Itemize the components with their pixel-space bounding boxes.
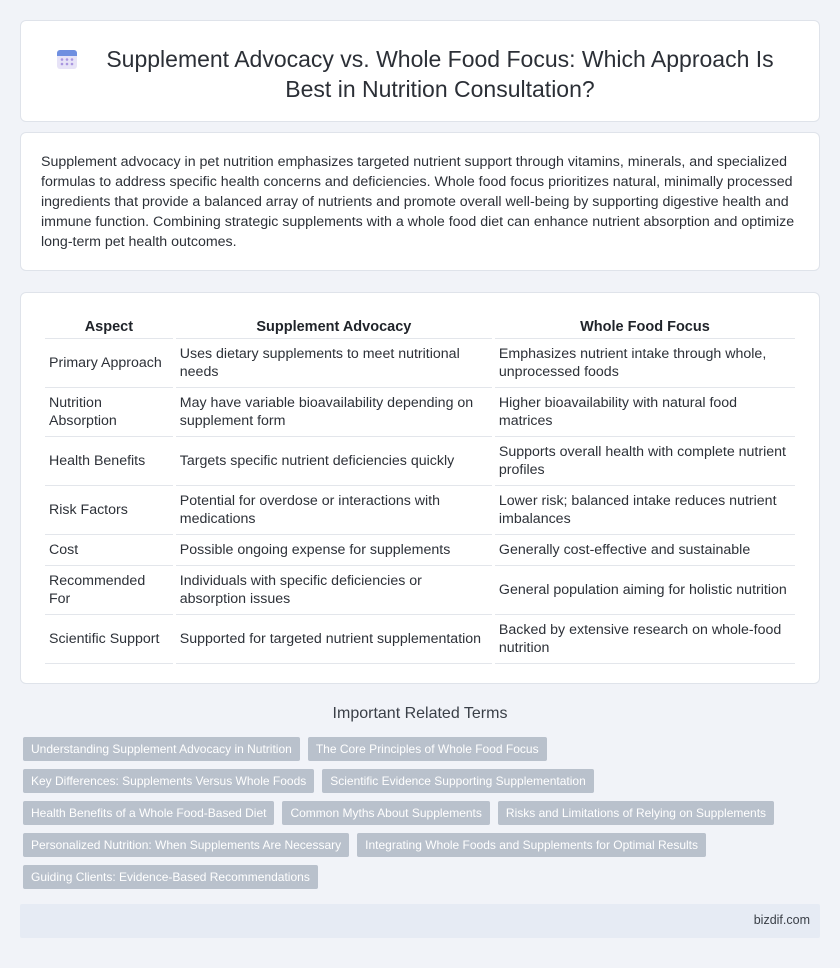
page-title: Supplement Advocacy vs. Whole Food Focus: Which Approach Is Best in Nutrition Consultation? <box>106 46 774 102</box>
footer <box>20 904 820 938</box>
table-cell: Targets specific nutrient deficiencies quickly <box>176 437 492 486</box>
comparison-table <box>42 315 798 664</box>
table-row <box>45 615 795 664</box>
table-cell: General population aiming for holistic nutrition <box>495 566 795 615</box>
table-row <box>45 535 795 566</box>
related-term-tag[interactable]: Understanding Supplement Advocacy in Nutrition <box>23 737 300 761</box>
related-term-tag[interactable]: Common Myths About Supplements <box>282 801 489 825</box>
related-term-tag[interactable]: Scientific Evidence Supporting Supplementation <box>322 769 594 793</box>
related-terms-list <box>23 737 803 897</box>
header-supplement: Supplement Advocacy <box>176 315 492 339</box>
table-cell: Lower risk; balanced intake reduces nutrient imbalances <box>495 486 795 535</box>
table-header-row <box>45 315 795 339</box>
related-term-tag[interactable]: Risks and Limitations of Relying on Supplements <box>498 801 774 825</box>
table-cell: Higher bioavailability with natural food matrices <box>495 388 795 437</box>
table-cell: Backed by extensive research on whole-food nutrition <box>495 615 795 664</box>
table-cell: Health Benefits <box>45 437 173 486</box>
related-term-tag[interactable]: Health Benefits of a Whole Food-Based Diet <box>23 801 274 825</box>
table-cell: Potential for overdose or interactions with medications <box>176 486 492 535</box>
table-cell: Primary Approach <box>45 339 173 388</box>
table-cell: Scientific Support <box>45 615 173 664</box>
summary-card <box>20 132 820 271</box>
related-terms-heading: Important Related Terms <box>332 705 508 722</box>
table-cell: Supported for targeted nutrient supplementation <box>176 615 492 664</box>
related-term-tag[interactable]: The Core Principles of Whole Food Focus <box>308 737 547 761</box>
related-term-tag[interactable]: Key Differences: Supplements Versus Whole Foods <box>23 769 314 793</box>
site-link[interactable]: bizdif.com <box>753 913 810 927</box>
related-term-tag[interactable]: Integrating Whole Foods and Supplements for Optimal Results <box>357 833 706 857</box>
table-cell: Risk Factors <box>45 486 173 535</box>
table-row <box>45 388 795 437</box>
related-term-tag[interactable]: Guiding Clients: Evidence-Based Recommendations <box>23 865 318 889</box>
table-row <box>45 437 795 486</box>
table-cell: May have variable bioavailability depending on supplement form <box>176 388 492 437</box>
table-cell: Supports overall health with complete nutrient profiles <box>495 437 795 486</box>
comparison-card <box>20 292 820 684</box>
title-card <box>20 20 820 122</box>
header-whole-food: Whole Food Focus <box>495 315 795 339</box>
related-term-tag[interactable]: Personalized Nutrition: When Supplements Are Necessary <box>23 833 349 857</box>
table-row <box>45 339 795 388</box>
table-cell: Possible ongoing expense for supplements <box>176 535 492 566</box>
table-cell: Generally cost-effective and sustainable <box>495 535 795 566</box>
header-aspect: Aspect <box>45 315 173 339</box>
table-row <box>45 486 795 535</box>
table-cell: Emphasizes nutrient intake through whole, unprocessed foods <box>495 339 795 388</box>
table-cell: Individuals with specific deficiencies or absorption issues <box>176 566 492 615</box>
table-cell: Recommended For <box>45 566 173 615</box>
summary-text: Supplement advocacy in pet nutrition emphasizes targeted nutrient support through vitamins, minerals, and specialized formulas to address specific health concerns and deficiencies. Whole food focus prioritizes natural, minimally processed ingredients that provide a balanced array of nutrients and promote overall well-being by supporting digestive health and immune function. Combining strategic supplements with a whole food diet can enhance nutrient absorption and optimize long-term pet health outcomes. <box>41 154 795 250</box>
table-cell: Nutrition Absorption <box>45 388 173 437</box>
table-cell: Uses dietary supplements to meet nutritional needs <box>176 339 492 388</box>
table-row <box>45 566 795 615</box>
table-cell: Cost <box>45 535 173 566</box>
